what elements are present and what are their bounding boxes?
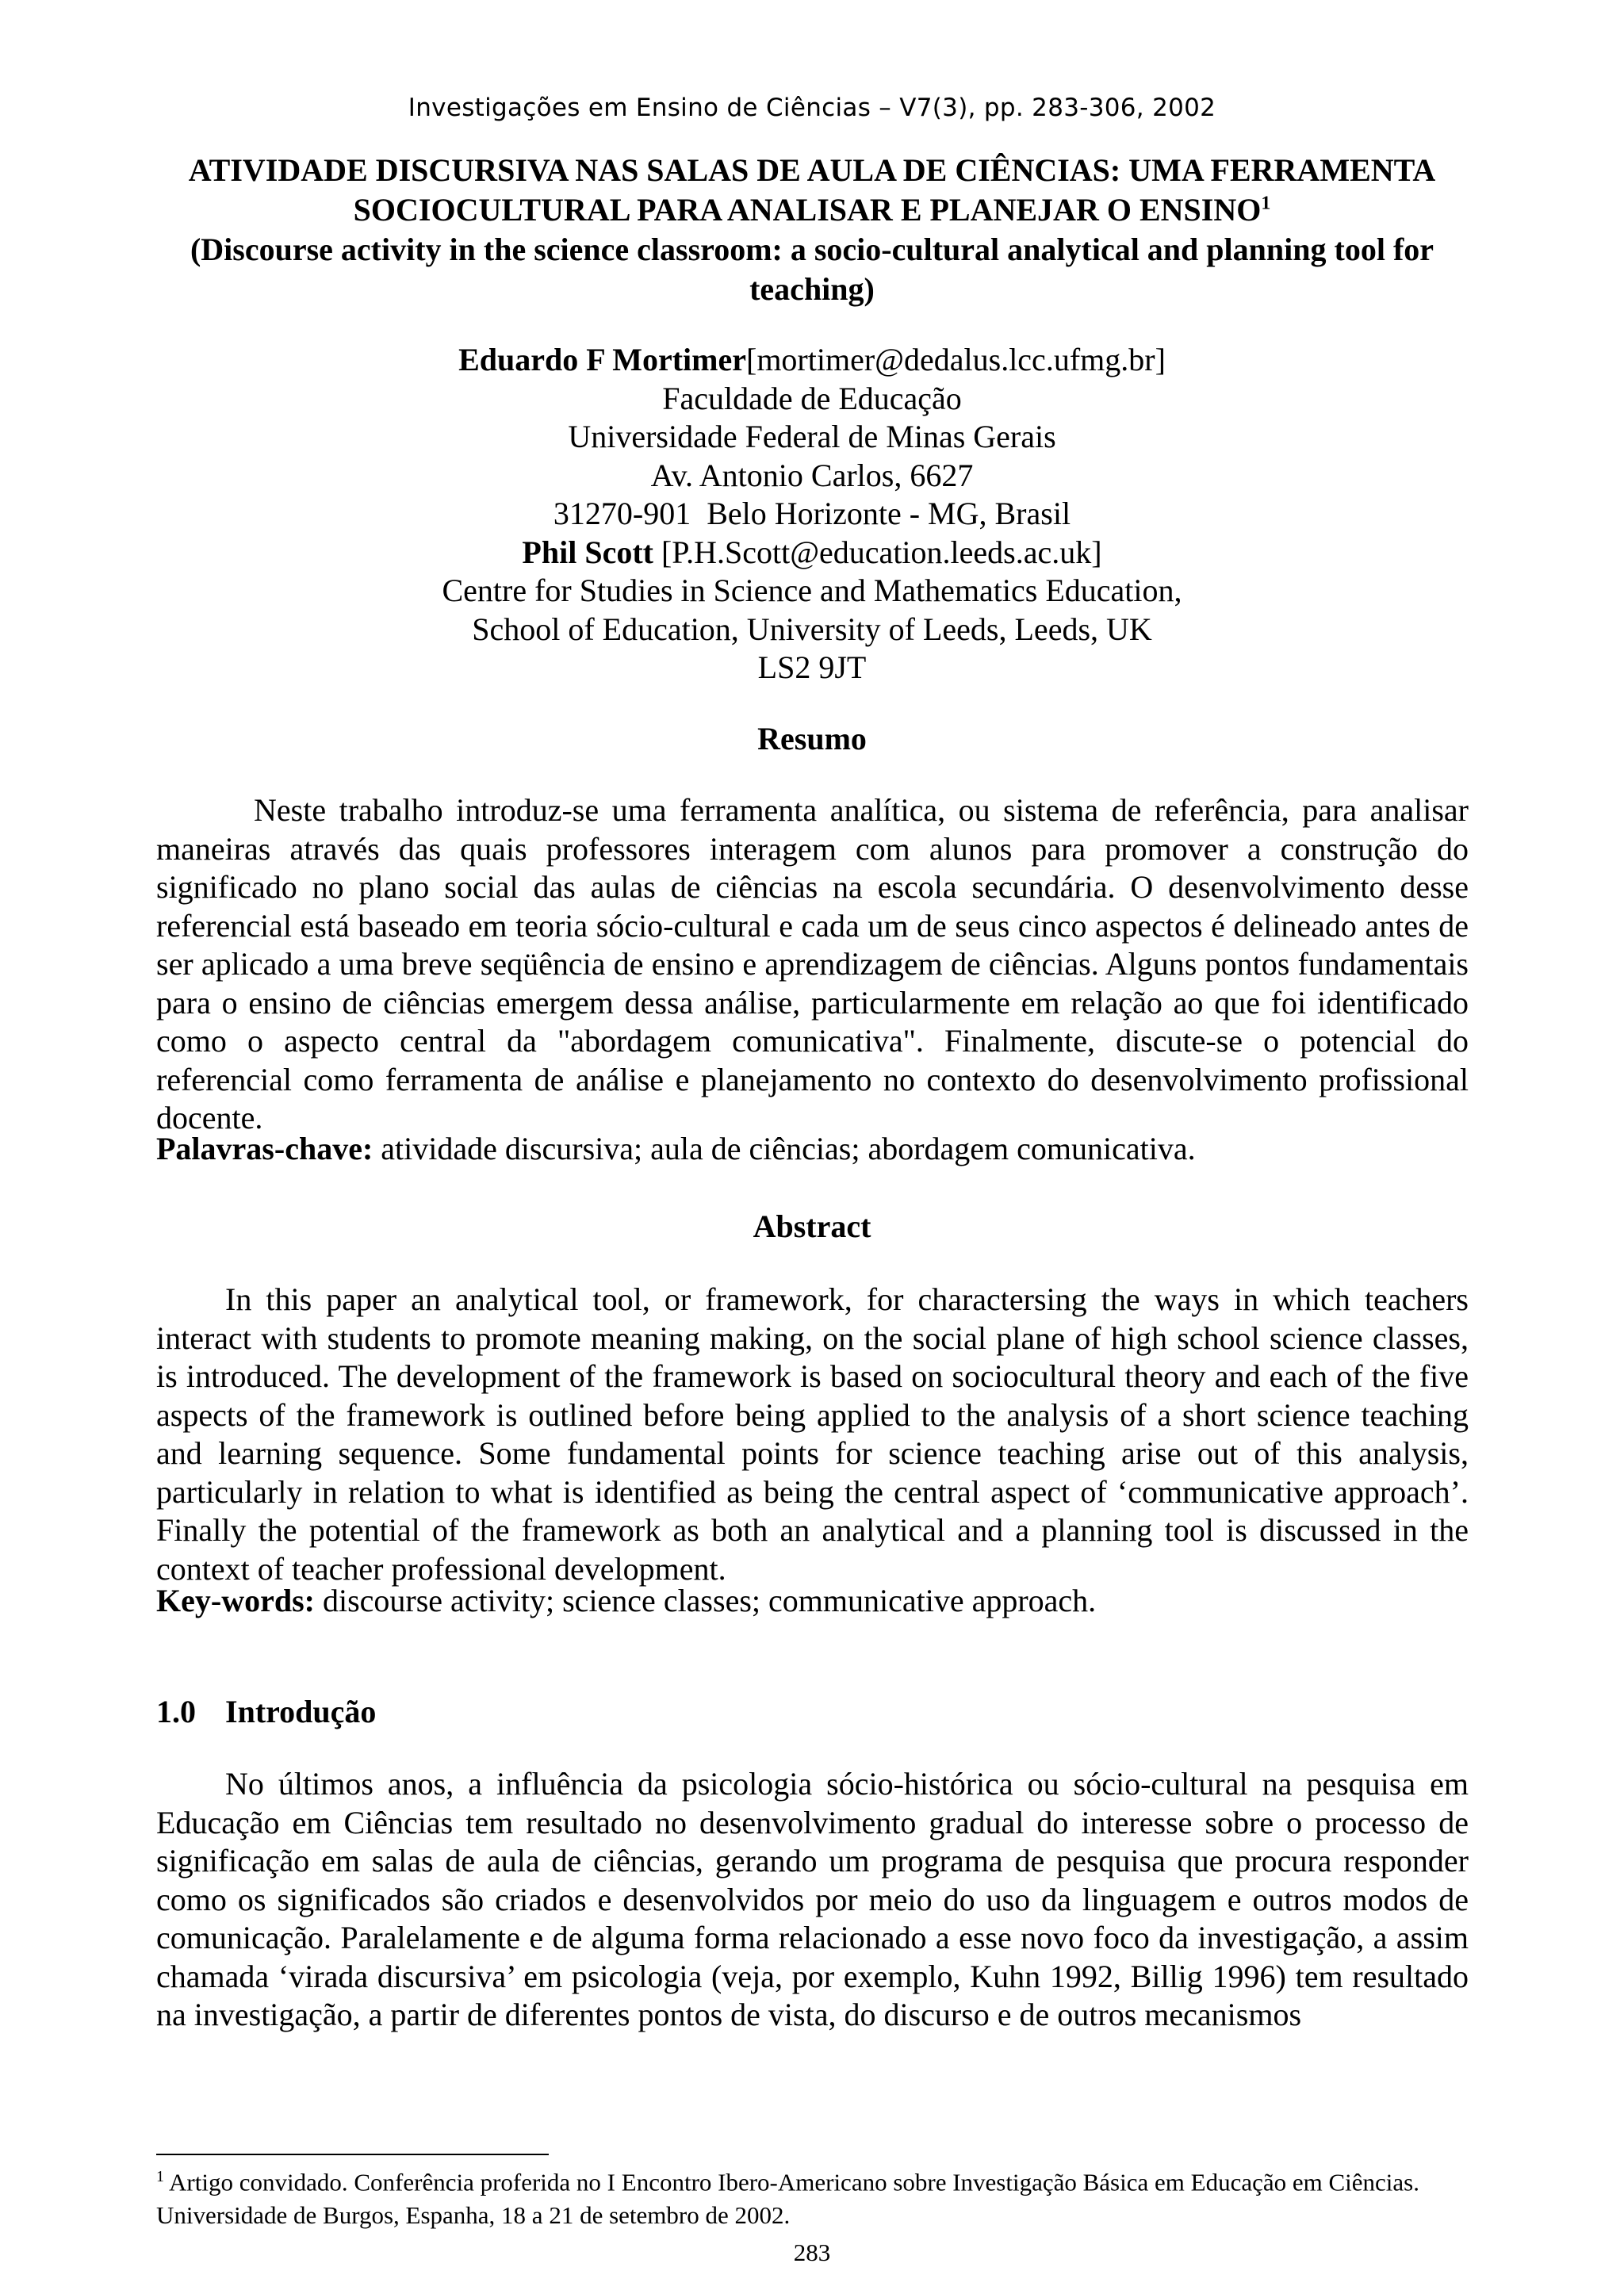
author-2-email: [P.H.Scott@education.leeds.ac.uk]	[653, 534, 1102, 570]
section-number: 1.0	[156, 1694, 196, 1729]
footnote-divider	[156, 2154, 549, 2155]
title-footnote-mark: 1	[1261, 193, 1271, 214]
resumo-keywords-text: atividade discursiva; aula de ciências; abordagem comunicativa.	[373, 1131, 1196, 1166]
resumo-keywords-label: Palavras-chave:	[156, 1131, 373, 1166]
author-1-line	[0, 341, 1624, 380]
author-1-affiliation: Faculdade de Educação	[662, 380, 962, 416]
abstract-keywords-text: discourse activity; science classes; communicative approach.	[314, 1583, 1097, 1618]
title-en-line-2: teaching)	[749, 271, 875, 307]
footnote-mark: 1	[156, 2168, 164, 2185]
resumo-keywords	[156, 1130, 1469, 1168]
author-1-name: Eduardo F Mortimer	[458, 342, 746, 377]
paper-title	[143, 151, 1481, 309]
page-number: 283	[793, 2238, 831, 2266]
author-2-name: Phil Scott	[522, 534, 653, 570]
journal-header: Investigações em Ensino de Ciências – V7(3), pp. 283-306, 2002	[408, 94, 1216, 122]
section-heading-introducao	[156, 1693, 376, 1730]
author-1-email: [mortimer@dedalus.lcc.ufmg.br]	[746, 342, 1166, 377]
abstract-body: In this paper an analytical tool, or framework, for charactersing the ways in which teachers interact with students to promote meaning making, on the social plane of high school science classes, is introduced. The development of the framework is based on sociocultural theory and each of the five aspects of the framework is outlined before being applied to the analysis of a short science teaching and learning sequence. Some fundamental points for science teaching arise out of this analysis, particularly in relation to what is identified as being the central aspect of ‘communicative approach’. Finally the potential of the framework as both an analytical and a planning tool is discussed in the context of teacher professional development.	[156, 1281, 1469, 1587]
resumo-body: Neste trabalho introduz-se uma ferramenta analítica, ou sistema de referência, para analisar maneiras através das quais professores interagem com alunos para promover a construção do significado no plano social das aulas de ciências na escola secundária. O desenvolvimento desse referencial está baseado em teoria sócio-cultural e cada um de seus cinco aspectos é delineado antes de ser aplicado a uma breve seqüência de ensino e aprendizagem de ciências. Alguns pontos fundamentais para o ensino de ciências emergem dessa análise, particularmente em relação ao que foi identificado como o aspecto central da "abordagem comunicativa". Finalmente, discute-se o potencial do referencial como ferramenta de análise e planejamento no contexto do desenvolvimento profissional docente.	[156, 792, 1469, 1136]
author-2-affiliation: Centre for Studies in Science and Mathematics Education,	[442, 573, 1182, 608]
footnote	[156, 2160, 1469, 2232]
author-1-affiliation: Universidade Federal de Minas Gerais	[568, 419, 1056, 454]
abstract-keywords	[156, 1582, 1469, 1620]
abstract-heading: Abstract	[753, 1208, 871, 1244]
intro-body: No últimos anos, a influência da psicologia sócio-histórica ou sócio-cultural na pesquisa em Educação em Ciências tem resultado no desenvolvimento gradual do interesse sobre o processo de significação em salas de aula de ciências, gerando um programa de pesquisa que procura responder como os significados são criados e desenvolvidos por meio do uso da linguagem e outros modos de comunicação. Paralelamente e de alguma forma relacionado a esse novo foco da investigação, a assim chamada ‘virada discursiva’ em psicologia (veja, por exemplo, Kuhn 1992, Billig 1996) tem resultado na investigação, a partir de diferentes pontos de vista, do discurso e de outros mecanismos	[156, 1766, 1469, 2032]
section-title: Introdução	[225, 1694, 377, 1729]
author-2-affiliation: School of Education, University of Leeds, Leeds, UK	[472, 611, 1152, 647]
footnote-text: Artigo convidado. Conferência proferida no I Encontro Ibero-Americano sobre Investigação Básica em Educação em Ciências. Universidade de Burgos, Espanha, 18 a 21 de setembro de 2002.	[156, 2168, 1419, 2230]
author-2-line	[0, 534, 1624, 573]
resumo-heading: Resumo	[757, 721, 867, 756]
title-pt-line-2-text: SOCIOCULTURAL PARA ANALISAR E PLANEJAR O ENSINO	[353, 192, 1262, 228]
author-1-affiliation: Av. Antonio Carlos, 6627	[650, 457, 974, 493]
author-1-affiliation: 31270-901 Belo Horizonte - MG, Brasil	[553, 496, 1071, 531]
abstract-keywords-label: Key-words:	[156, 1583, 315, 1618]
title-pt-line-1: ATIVIDADE DISCURSIVA NAS SALAS DE AULA DE CIÊNCIAS: UMA FERRAMENTA	[188, 152, 1436, 188]
authors-block	[0, 341, 1624, 687]
author-2-affiliation: LS2 9JT	[757, 649, 867, 685]
title-en-line-1: (Discourse activity in the science classroom: a socio-cultural analytical and planning tool for	[190, 232, 1434, 267]
title-pt-line-2	[143, 190, 1481, 230]
